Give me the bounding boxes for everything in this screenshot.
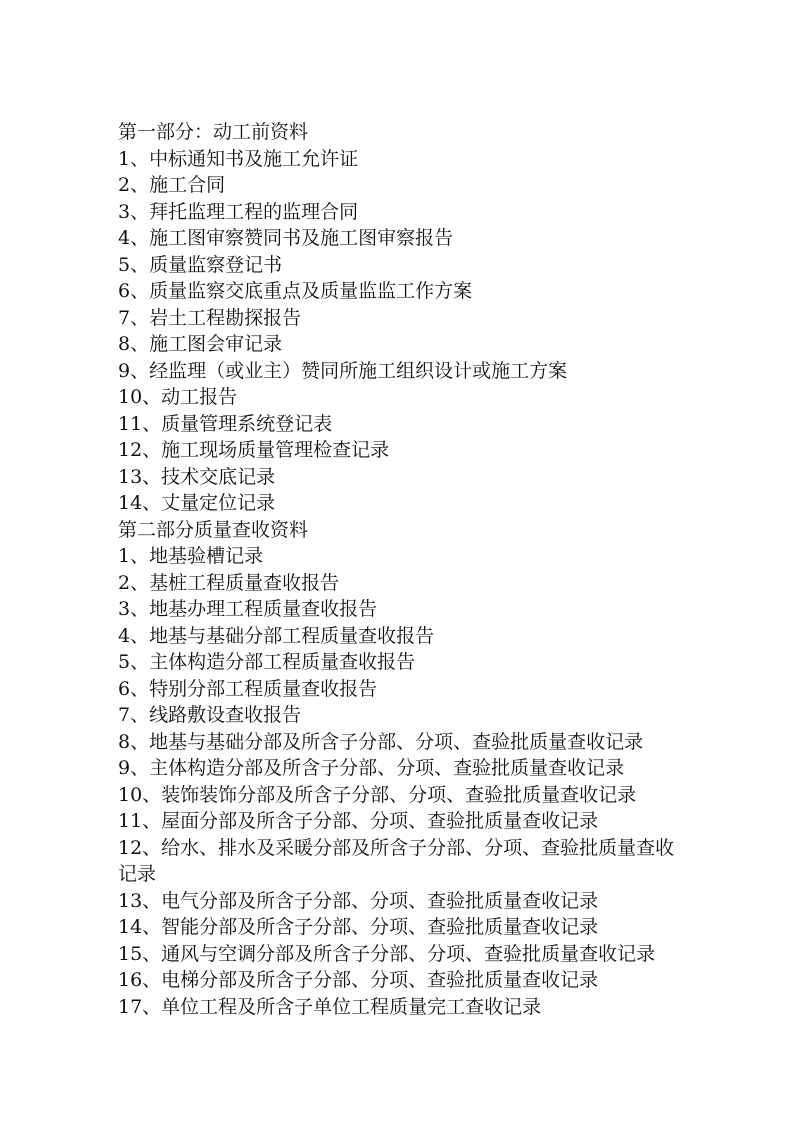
list-item: 11、屋面分部及所含子分部、分项、查验批质量查收记录 [118,810,599,832]
list-item: 5、质量监察登记书 [118,253,283,276]
list-item: 16、电梯分部及所含子分部、分项、查验批质量查收记录 [118,969,599,991]
list-item: 4、地基与基础分部工程质量查收报告 [118,624,435,647]
document-body [118,119,678,1020]
section-heading-quality-acceptance: 第二部分质量查收资料 [118,518,309,541]
list-item: 3、地基办理工程质量查收报告 [118,598,378,620]
list-item: 6、质量监察交底重点及质量监监工作方案 [118,280,473,302]
list-item: 1、中标通知书及施工允许证 [118,147,359,170]
section-heading-pre-construction: 第一部分：动工前资料 [118,121,309,143]
list-item: 17、单位工程及所含子单位工程质量完工查收记录 [118,995,542,1018]
list-item: 9、经监理（或业主）赞同所施工组织设计或施工方案 [118,359,568,382]
list-item: 7、岩土工程勘探报告 [118,306,302,329]
list-item: 12、给水、排水及采暖分部及所含子分部、分项、查验批质量查收记录 [118,836,675,885]
list-item: 14、智能分部及所含子分部、分项、查验批质量查收记录 [118,916,599,938]
list-item: 8、地基与基础分部及所含子分部、分项、查验批质量查收记录 [118,730,644,753]
list-item: 8、施工图会审记录 [118,333,283,355]
list-item: 13、电气分部及所含子分部、分项、查验批质量查收记录 [118,889,599,912]
list-item: 1、地基验槽记录 [118,545,264,567]
list-item: 5、主体构造分部工程质量查收报告 [118,651,416,673]
list-item: 15、通风与空调分部及所含子分部、分项、查验批质量查收记录 [118,942,656,965]
list-item: 10、装饰装饰分部及所含子分部、分项、查验批质量查收记录 [118,783,637,806]
list-item: 9、主体构造分部及所含子分部、分项、查验批质量查收记录 [118,757,625,779]
list-item: 13、技术交底记录 [118,465,276,488]
list-item: 2、施工合同 [118,174,226,196]
list-item: 3、拜托监理工程的监理合同 [118,200,359,223]
list-item: 10、动工报告 [118,386,238,408]
list-item: 7、线路敷设查收报告 [118,704,302,726]
list-item: 6、特别分部工程质量查收报告 [118,677,378,700]
list-item: 4、施工图审察赞同书及施工图审察报告 [118,227,454,249]
list-item: 12、施工现场质量管理检查记录 [118,439,390,461]
list-item: 14、丈量定位记录 [118,492,276,514]
list-item: 2、基桩工程质量查收报告 [118,571,340,594]
list-item: 11、质量管理系统登记表 [118,412,333,435]
